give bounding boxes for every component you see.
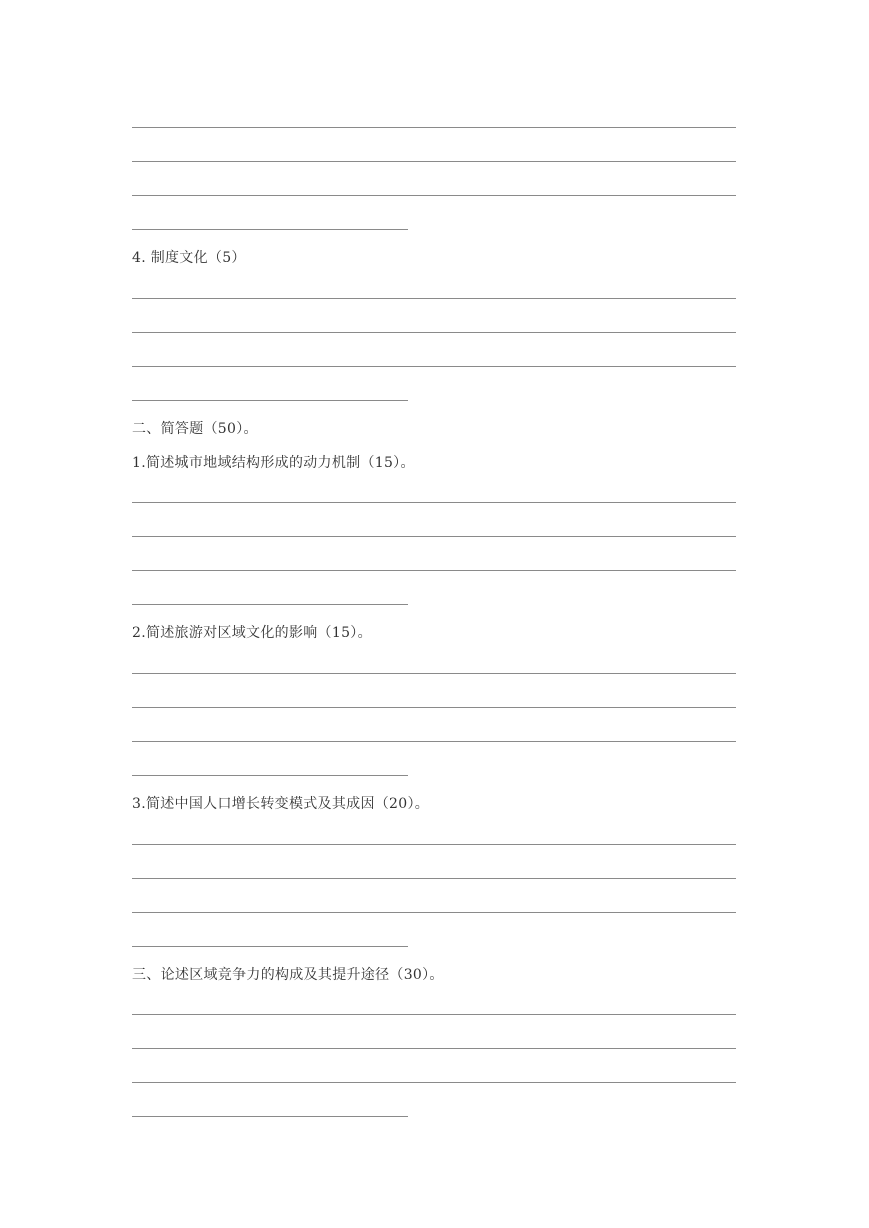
answer-line	[132, 673, 736, 674]
answer-line-short	[132, 400, 408, 401]
answer-line	[132, 1014, 736, 1015]
answer-line	[132, 741, 736, 742]
answer-line	[132, 1082, 736, 1083]
section-2-heading: 二、简答题（50）。	[132, 421, 258, 437]
question-4-label: 4. 制度文化（5）	[132, 250, 246, 266]
answer-line	[132, 332, 736, 333]
question-2-2: 2.简述旅游对区域文化的影响（15）。	[132, 625, 372, 641]
answer-line	[132, 1048, 736, 1049]
answer-line	[132, 195, 736, 196]
answer-line	[132, 912, 736, 913]
question-2-3: 3.简述中国人口增长转变模式及其成因（20）。	[132, 796, 430, 812]
answer-line-short	[132, 604, 408, 605]
answer-line-short	[132, 946, 408, 947]
answer-line	[132, 161, 736, 162]
answer-line	[132, 536, 736, 537]
answer-line	[132, 502, 736, 503]
answer-line-short	[132, 1116, 408, 1117]
answer-line	[132, 570, 736, 571]
answer-line	[132, 707, 736, 708]
section-3-heading: 三、论述区域竞争力的构成及其提升途径（30）。	[132, 967, 444, 983]
question-2-1: 1.简述城市地域结构形成的动力机制（15）。	[132, 455, 415, 471]
answer-line	[132, 127, 736, 128]
answer-line-short	[132, 229, 408, 230]
answer-line	[132, 844, 736, 845]
answer-line-short	[132, 775, 408, 776]
answer-line	[132, 366, 736, 367]
answer-line	[132, 878, 736, 879]
answer-line	[132, 298, 736, 299]
